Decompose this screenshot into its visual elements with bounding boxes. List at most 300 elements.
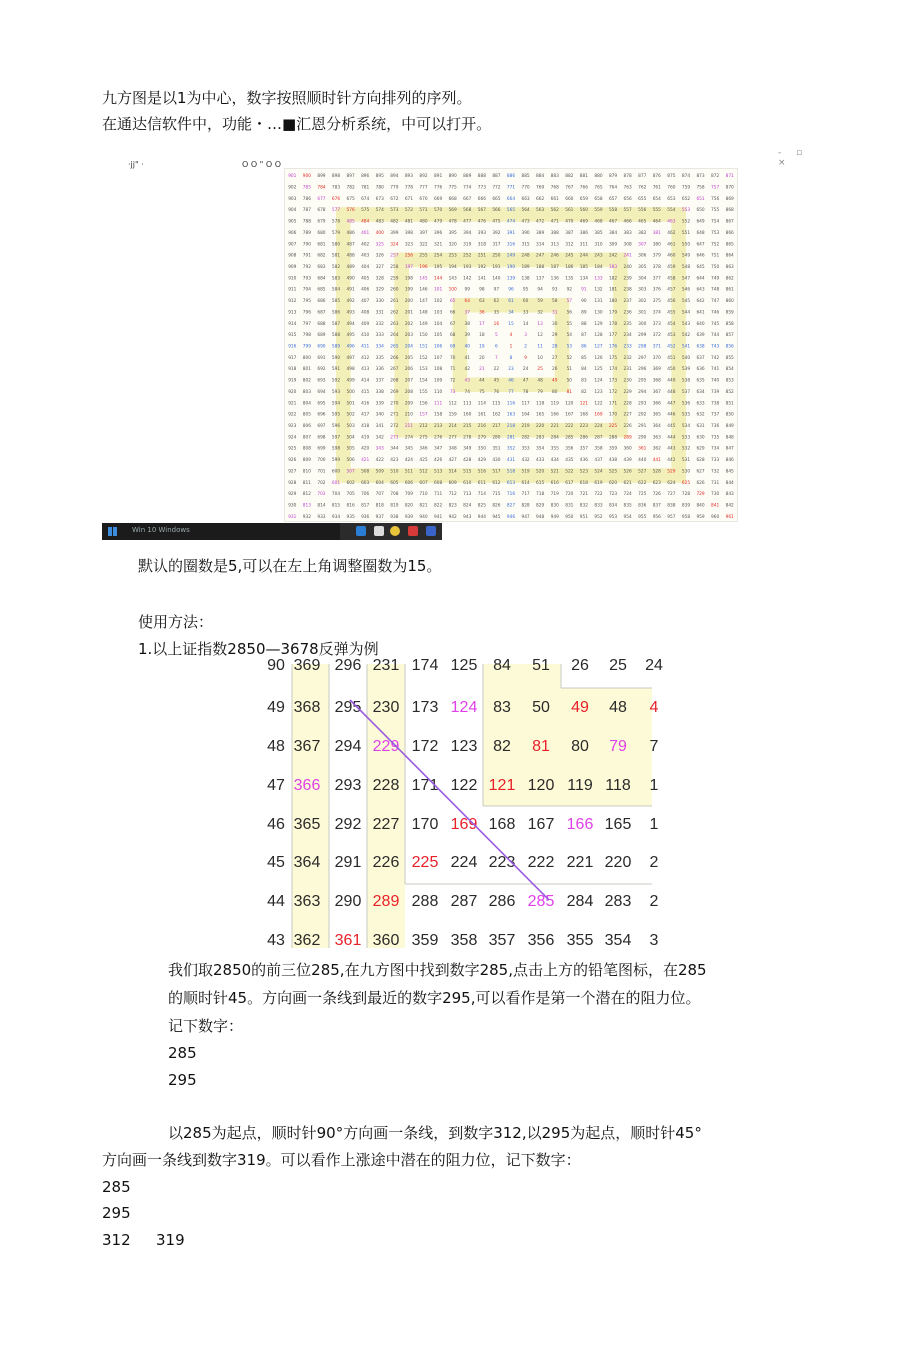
grid-cell-number: 731 — [711, 480, 720, 486]
grid-cell-number: 351 — [492, 446, 501, 452]
grid-cell-number: 153 — [419, 367, 428, 373]
grid-cell-number: 835 — [623, 503, 632, 509]
grid-cell-number: 539 — [681, 367, 691, 373]
grid-cell-number: 416 — [361, 401, 370, 407]
grid-cell-number: 809 — [302, 458, 311, 464]
grid-cell-number: 815 — [331, 503, 341, 509]
grid-cell-number: 331 — [375, 310, 384, 316]
grid-cell-number: 383 — [623, 230, 632, 236]
zoom-cell-number: 362 — [293, 932, 321, 949]
grid-cell-number: 955 — [638, 514, 647, 520]
grid-cell-number: 407 — [361, 299, 370, 305]
grid-cell-number: 555 — [652, 208, 661, 214]
grid-cell-number: 40 — [464, 344, 470, 350]
grid-cell-number: 533 — [681, 435, 691, 441]
grid-cell-number: 792 — [302, 265, 311, 271]
grid-cell-number: 503 — [346, 423, 355, 429]
grid-cell-number: 826 — [492, 503, 501, 509]
grid-cell-number: 230 — [623, 378, 632, 384]
chrome-icon[interactable] — [390, 526, 400, 536]
grid-cell-number: 336 — [375, 367, 384, 373]
zoom-cell-number: 366 — [293, 777, 321, 794]
grid-cell-number: 709 — [404, 492, 414, 498]
grid-cell-number: 638 — [696, 344, 705, 350]
grid-cell-number: 194 — [448, 265, 457, 271]
grid-cell-number: 567 — [477, 208, 486, 214]
grid-cell-number: 497 — [346, 355, 355, 361]
grid-cell-number: 882 — [565, 174, 574, 180]
grid-cell-number: 338 — [375, 389, 384, 395]
grid-cell-number: 148 — [419, 310, 428, 316]
grid-cell-number: 210 — [404, 412, 414, 418]
grid-cell-number: 47 — [522, 378, 529, 384]
grid-cell-number: 11 — [537, 344, 543, 350]
grid-cell-number: 648 — [696, 230, 705, 236]
grid-cell-number: 29 — [552, 333, 558, 339]
grid-cell-number: 326 — [375, 253, 384, 259]
grid-cell-number: 83 — [581, 378, 587, 384]
grid-cell-number: 216 — [477, 423, 486, 429]
grid-cell-number: 866 — [725, 230, 734, 236]
grid-cell-number: 74 — [464, 389, 470, 395]
grid-cell-number: 811 — [302, 480, 311, 486]
grid-cell-number: 771 — [506, 185, 516, 191]
grid-cell-number: 324 — [390, 242, 399, 248]
grid-cell-number: 389 — [536, 230, 545, 236]
grid-cell-number: 430 — [492, 458, 501, 464]
grid-cell-number: 454 — [667, 321, 676, 327]
grid-cell-number: 251 — [477, 253, 486, 259]
grid-cell-number: 156 — [419, 401, 428, 407]
windows-start-icon[interactable] — [108, 527, 117, 536]
grid-cell-number: 213 — [433, 423, 443, 429]
grid-cell-number: 949 — [550, 514, 559, 520]
zoom-cell-number: 171 — [411, 777, 439, 794]
grid-cell-number: 164 — [521, 412, 530, 418]
grid-cell-number: 701 — [317, 469, 326, 475]
grid-cell-number: 818 — [375, 503, 384, 509]
edge-icon[interactable] — [356, 526, 366, 536]
grid-cell-number: 393 — [477, 230, 486, 236]
grid-cell-number: 759 — [681, 185, 691, 191]
grid-cell-number: 268 — [390, 378, 399, 384]
grid-cell-number: 727 — [667, 492, 676, 498]
zoom-cell-number: 123 — [450, 738, 478, 755]
zoom-cell-top-partial: 174 — [411, 657, 439, 674]
grid-cell-number: 65 — [449, 299, 456, 305]
grid-cell-number: 398 — [404, 230, 414, 236]
grid-cell-number: 348 — [448, 446, 457, 452]
grid-cell-number: 431 — [506, 458, 516, 464]
zoom-cell-number: 167 — [527, 816, 555, 833]
grid-cell-number: 654 — [652, 196, 661, 202]
grid-cell-number: 271 — [390, 412, 399, 418]
grid-cell-number: 595 — [331, 412, 341, 418]
grid-cell-number: 471 — [550, 219, 559, 225]
zoom-cell-number: 294 — [334, 738, 362, 755]
grid-cell-number: 33 — [522, 310, 529, 316]
grid-cell-number: 232 — [623, 355, 632, 361]
zoom-cell-top-partial: 296 — [334, 657, 362, 674]
zoom-cell-number: 226 — [372, 854, 400, 871]
grid-cell-number: 931 — [288, 514, 297, 520]
zoom-cell-number: 284 — [566, 893, 594, 910]
grid-cell-number: 227 — [623, 412, 632, 418]
grid-cell-number: 909 — [288, 265, 297, 271]
grid-cell-number: 935 — [346, 514, 355, 520]
grid-cell-number: 458 — [667, 276, 676, 282]
grid-cell-number: 564 — [521, 208, 530, 214]
zoom-cell-number: 3 — [649, 932, 659, 949]
grid-cell-number: 262 — [390, 310, 399, 316]
grid-cell-number: 157 — [419, 412, 428, 418]
grid-cell-number: 468 — [594, 219, 603, 225]
grid-cell-number: 14 — [522, 321, 529, 327]
grid-cell-number: 13 — [537, 321, 543, 327]
grid-cell-number: 105 — [433, 333, 443, 339]
grid-cell-number: 25 — [537, 367, 543, 373]
calculator-icon[interactable] — [374, 526, 384, 536]
grid-cell-number: 603 — [361, 480, 370, 486]
grid-cell-number: 470 — [565, 219, 574, 225]
grid-cell-number: 800 — [302, 355, 311, 361]
zoom-cell-number: 364 — [293, 854, 321, 871]
grid-cell-number: 937 — [375, 514, 384, 520]
zoom-cell-number: 355 — [566, 932, 594, 949]
grid-cell-number: 376 — [652, 287, 661, 293]
grid-cell-number: 905 — [288, 219, 297, 225]
grid-cell-number: 248 — [521, 253, 530, 259]
grid-cell-number: 849 — [725, 423, 734, 429]
grid-cell-number: 719 — [550, 492, 559, 498]
grid-cell-number: 343 — [375, 446, 384, 452]
para-default-rings: 默认的圈数是5,可以在左上角调整圈数为15。 — [138, 557, 442, 575]
grid-cell-number: 382 — [638, 230, 647, 236]
grid-cell-number: 573 — [390, 208, 399, 214]
grid-cell-number: 662 — [536, 196, 545, 202]
grid-cell-number: 357 — [579, 446, 589, 452]
grid-cell-number: 82 — [581, 389, 587, 395]
grid-cell-number: 855 — [725, 355, 734, 361]
grid-cell-number: 440 — [638, 458, 647, 464]
grid-cell-number: 847 — [725, 446, 734, 452]
grid-cell-number: 404 — [361, 265, 370, 271]
grid-cell-number: 202 — [404, 321, 414, 327]
zoom-cell-number: 1 — [649, 816, 659, 833]
grid-cell-number: 487 — [346, 242, 355, 248]
grid-cell-number: 67 — [449, 321, 456, 327]
grid-cell-number: 111 — [433, 401, 443, 407]
grid-cell-number: 247 — [536, 253, 545, 259]
grid-cell-number: 891 — [433, 174, 443, 180]
grid-cell-number: 206 — [404, 367, 414, 373]
grid-cell-number: 861 — [725, 287, 734, 293]
grid-cell-number: 754 — [711, 219, 720, 225]
grid-cell-number: 664 — [506, 196, 516, 202]
grid-cell-number: 580 — [331, 242, 341, 248]
grid-cell-number: 58 — [552, 299, 558, 305]
grid-cell-number: 712 — [448, 492, 457, 498]
grid-cell-number: 813 — [302, 503, 311, 509]
grid-cell-number: 459 — [667, 265, 676, 271]
grid-cell-number: 289 — [623, 435, 632, 441]
grid-cell-number: 195 — [433, 265, 443, 271]
grid-cell-number: 576 — [346, 208, 355, 214]
grid-cell-number: 233 — [623, 344, 632, 350]
grid-cell-number: 522 — [565, 469, 574, 475]
grid-cell-number: 260 — [390, 287, 399, 293]
zoom-cell-number: 230 — [372, 699, 400, 716]
grid-cell-number: 652 — [681, 196, 691, 202]
app-icon[interactable] — [408, 526, 418, 536]
grid-cell-number: 583 — [331, 276, 341, 282]
para2-line-2: 的顺时针45。方向画一条线到最近的数字295,可以看作是第一个潜在的阻力位。 — [168, 989, 701, 1007]
grid-cell-number: 508 — [361, 469, 370, 475]
grid-cell-number: 936 — [361, 514, 370, 520]
grid-cell-number: 869 — [725, 196, 734, 202]
grid-cell-number: 516 — [477, 469, 486, 475]
grid-cell-number: 39 — [464, 333, 470, 339]
grid-cell-number: 190 — [506, 265, 516, 271]
grid-cell-number: 246 — [550, 253, 559, 259]
word-icon[interactable] — [426, 526, 436, 536]
grid-cell-number: 433 — [536, 458, 545, 464]
grid-cell-number: 57 — [566, 299, 573, 305]
zoom-cell-top-partial: 125 — [450, 657, 478, 674]
grid-cell-number: 718 — [536, 492, 545, 498]
grid-cell-number: 723 — [608, 492, 618, 498]
grid-cell-number: 2 — [524, 344, 527, 350]
grid-cell-number: 867 — [725, 219, 734, 225]
grid-cell-number: 408 — [361, 310, 370, 316]
grid-cell-number: 64 — [464, 299, 470, 305]
grid-cell-number: 833 — [594, 503, 603, 509]
grid-cell-number: 109 — [433, 378, 443, 384]
grid-cell-number: 716 — [506, 492, 516, 498]
zoomed-grid-canvas — [262, 657, 663, 949]
grid-cell-number: 8 — [509, 355, 513, 361]
grid-cell-number: 544 — [681, 310, 691, 316]
grid-cell-number: 698 — [317, 435, 326, 441]
grid-cell-number: 86 — [581, 344, 587, 350]
grid-cell-number: 660 — [565, 196, 574, 202]
zoom-cell-number: 361 — [334, 932, 362, 949]
grid-cell-number: 671 — [404, 196, 414, 202]
grid-cell-number: 390 — [521, 230, 530, 236]
grid-cell-number: 956 — [652, 514, 661, 520]
grid-cell-number: 205 — [404, 355, 414, 361]
grid-cell-number: 319 — [463, 242, 472, 248]
grid-cell-number: 592 — [331, 378, 341, 384]
grid-cell-number: 517 — [492, 469, 501, 475]
grid-cell-number: 854 — [725, 367, 734, 373]
grid-cell-number: 370 — [652, 355, 661, 361]
grid-cell-number: 781 — [361, 185, 370, 191]
grid-cell-number: 187 — [550, 265, 559, 271]
grid-cell-number: 753 — [711, 230, 720, 236]
grid-cell-number: 526 — [623, 469, 632, 475]
grid-cell-number: 98 — [479, 287, 485, 293]
grid-cell-number: 358 — [594, 446, 603, 452]
grid-cell-number: 558 — [608, 208, 618, 214]
grid-cell-number: 825 — [477, 503, 486, 509]
grid-cell-number: 84 — [581, 367, 587, 373]
grid-cell-number: 252 — [463, 253, 472, 259]
grid-cell-number: 858 — [725, 321, 734, 327]
grid-cell-number: 688 — [317, 321, 326, 327]
grid-cell-number: 123 — [594, 389, 603, 395]
zoom-cell-number: 365 — [293, 816, 321, 833]
grid-cell-number: 679 — [317, 219, 326, 225]
grid-cell-number: 802 — [302, 378, 311, 384]
grid-cell-number: 593 — [331, 389, 341, 395]
grid-cell-number: 598 — [331, 446, 341, 452]
grid-cell-number: 249 — [506, 253, 516, 259]
zoomed-grid — [262, 657, 663, 949]
grid-cell-number: 787 — [302, 208, 311, 214]
grid-cell-number: 118 — [536, 401, 545, 407]
grid-cell-number: 274 — [404, 435, 414, 441]
usage-title: 使用方法： — [138, 613, 214, 631]
grid-cell-number: 212 — [419, 423, 428, 429]
zoom-cell-number: 224 — [450, 854, 478, 871]
grid-cell-number: 34 — [508, 310, 514, 316]
grid-cell-number: 653 — [667, 196, 676, 202]
grid-cell-number: 253 — [448, 253, 457, 259]
grid-cell-number: 15 — [508, 321, 514, 327]
grid-cell-number: 456 — [667, 299, 676, 305]
grid-cell-number: 94 — [537, 287, 543, 293]
grid-cell-number: 622 — [638, 480, 647, 486]
grid-cell-number: 489 — [346, 265, 355, 271]
grid-cell-number: 199 — [404, 287, 414, 293]
grid-cell-number: 446 — [667, 412, 676, 418]
grid-cell-number: 887 — [492, 174, 501, 180]
grid-cell-number: 561 — [565, 208, 574, 214]
zoom-cell-number: 4 — [649, 699, 659, 716]
zoom-cell-number: 48 — [267, 738, 285, 755]
grid-cell-number: 226 — [623, 423, 632, 429]
grid-cell-number: 597 — [331, 435, 341, 441]
grid-cell-number: 372 — [652, 333, 661, 339]
grid-cell-number: 342 — [375, 435, 384, 441]
grid-cell-number: 345 — [404, 446, 414, 452]
grid-cell-number: 465 — [638, 219, 647, 225]
grid-cell-number: 198 — [404, 276, 414, 282]
grid-cell-number: 794 — [302, 287, 311, 293]
grid-cell-number: 44 — [479, 378, 485, 384]
grid-cell-number: 333 — [375, 333, 384, 339]
grid-cell-number: 197 — [404, 265, 414, 271]
grid-cell-number: 623 — [652, 480, 661, 486]
grid-cell-number: 725 — [638, 492, 647, 498]
grid-cell-number: 142 — [463, 276, 472, 282]
grid-cell-number: 791 — [302, 253, 311, 259]
grid-cell-number: 549 — [681, 253, 691, 259]
grid-cell-number: 535 — [681, 412, 691, 418]
grid-cell-number: 375 — [652, 299, 661, 305]
grid-cell-number: 890 — [448, 174, 457, 180]
grid-cell-number: 632 — [696, 412, 705, 418]
zoom-cell-number: 356 — [527, 932, 555, 949]
grid-cell-number: 680 — [317, 230, 326, 236]
grid-cell-number: 726 — [652, 492, 661, 498]
grid-cell-number: 774 — [463, 185, 472, 191]
grid-cell-number: 265 — [390, 344, 399, 350]
grid-cell-number: 605 — [390, 480, 399, 486]
grid-cell-number: 170 — [608, 412, 618, 418]
zoom-cell-number: 283 — [604, 893, 632, 910]
grid-cell-number: 851 — [725, 401, 734, 407]
grid-cell-number: 837 — [652, 503, 661, 509]
grid-cell-number: 37 — [464, 310, 470, 316]
grid-cell-number: 356 — [565, 446, 574, 452]
grid-cell-number: 91 — [581, 287, 587, 293]
grid-cell-number: 600 — [331, 469, 341, 475]
grid-cell-number: 641 — [696, 310, 705, 316]
grid-cell-number: 152 — [419, 355, 428, 361]
zoom-cell-number: 124 — [450, 699, 478, 716]
grid-cell-number: 254 — [433, 253, 443, 259]
grid-cell-number: 911 — [288, 287, 297, 293]
grid-cell-number: 167 — [565, 412, 574, 418]
grid-cell-number: 455 — [667, 310, 676, 316]
grid-cell-number: 406 — [361, 287, 370, 293]
para2-line-3: 记下数字： — [168, 1017, 244, 1035]
grid-cell-number: 675 — [346, 196, 355, 202]
zoom-cell-number: 49 — [267, 699, 285, 716]
window-controls[interactable]: - ▫ × — [778, 148, 809, 168]
grid-cell-number: 863 — [725, 265, 734, 271]
grid-cell-number: 126 — [594, 355, 603, 361]
grid-cell-number: 898 — [331, 174, 341, 180]
grid-cell-number: 542 — [681, 333, 691, 339]
grid-cell-number: 188 — [536, 265, 545, 271]
grid-cell-number: 80 — [552, 389, 558, 395]
grid-cell-number: 589 — [331, 344, 341, 350]
grid-cell-number: 349 — [463, 446, 472, 452]
grid-cell-number: 667 — [463, 196, 472, 202]
grid-cell-number: 919 — [288, 378, 297, 384]
grid-cell-number: 922 — [288, 412, 297, 418]
grid-cell-number: 209 — [404, 401, 414, 407]
para3-number-2: 295 — [102, 1204, 131, 1222]
grid-cell-number: 385 — [594, 230, 603, 236]
grid-cell-number: 650 — [696, 208, 705, 214]
taskbar-search-text[interactable]: Win 10 Windows — [132, 526, 190, 534]
zoom-cell-top-partial: 90 — [267, 657, 285, 674]
grid-cell-number: 952 — [594, 514, 603, 520]
grid-cell-number: 207 — [404, 378, 414, 384]
grid-cell-number: 359 — [608, 446, 618, 452]
grid-cell-number: 515 — [463, 469, 472, 475]
grid-cell-number: 428 — [463, 458, 472, 464]
grid-cell-number: 507 — [346, 469, 355, 475]
grid-cell-number: 100 — [448, 287, 457, 293]
grid-cell-number: 304 — [638, 276, 647, 282]
grid-cell-number: 77 — [508, 389, 514, 395]
grid-cell-number: 614 — [521, 480, 530, 486]
grid-cell-number: 538 — [681, 378, 691, 384]
grid-cell-number: 280 — [492, 435, 501, 441]
grid-cell-number: 656 — [623, 196, 632, 202]
grid-cell-number: 767 — [565, 185, 574, 191]
grid-cell-number: 461 — [667, 242, 676, 248]
grid-cell-number: 403 — [361, 253, 370, 259]
grid-cell-number: 364 — [652, 423, 661, 429]
grid-cell-number: 92 — [566, 287, 573, 293]
grid-cell-number: 528 — [652, 469, 661, 475]
